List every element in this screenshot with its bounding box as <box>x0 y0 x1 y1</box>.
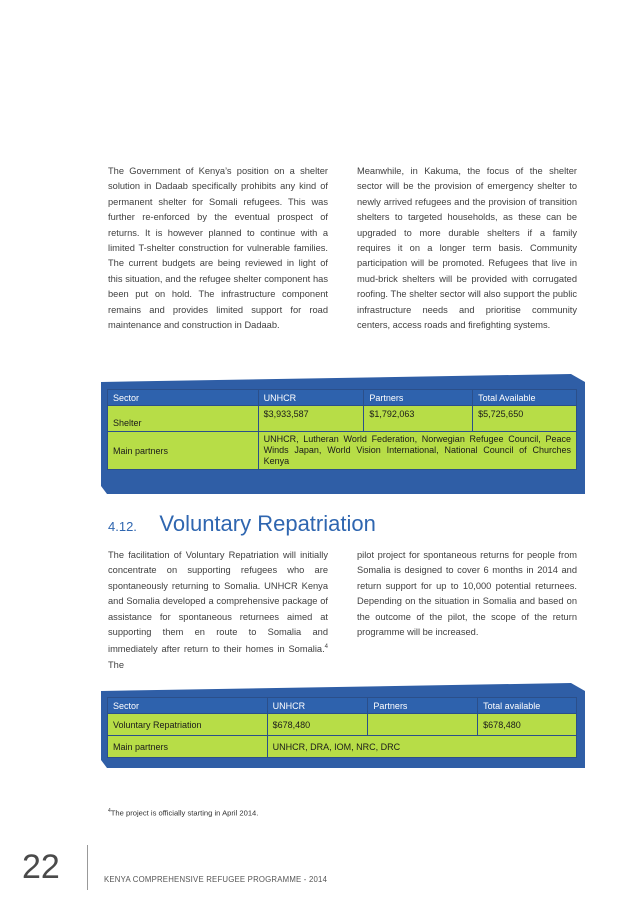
cell-partners <box>368 714 478 736</box>
cell-main-partners-value: UNHCR, Lutheran World Federation, Norwegian Refugee Council, Peace Winds Japan, World Vision International, National Council of Churches Kenya <box>258 432 576 470</box>
repatriation-text-left <box>108 548 328 673</box>
cell-main-partners-label: Main partners <box>108 432 259 470</box>
header-total: Total available <box>478 698 577 714</box>
section-number: 4.12. <box>108 519 137 534</box>
repatriation-text-left-body: The facilitation of Voluntary Repatriation will initially concentrate on supporting refugees who are spontaneously returning to Somalia. UNHCR Kenya and Somalia developed a comprehensive package of assistance for spontaneous returnees aimed at supporting them en route to Somalia and immediately after return to their homes in Somalia. <box>108 550 328 655</box>
header-unhcr: UNHCR <box>267 698 368 714</box>
header-sector: Sector <box>108 390 259 406</box>
section-heading <box>108 511 376 537</box>
repatriation-text-left-tail: The <box>108 659 125 670</box>
shelter-text-right: Meanwhile, in Kakuma, the focus of the shelter sector will be the provision of emergency shelter to newly arrived refugees and the provision of transition shelters to targeted households, as these can be upgraded to more durable shelters if a family requires it on a longer term basis. Community participation will be promoted. Refugees that live in mud-brick shelters will be provided with corrugated roofing. The shelter sector will also support the public infrastructure needs and prioritise community centers, access roads and firefighting systems. <box>357 166 577 331</box>
header-partners: Partners <box>368 698 478 714</box>
page-number: 22 <box>22 848 60 886</box>
footnote-mark: 4 <box>108 808 111 814</box>
cell-main-partners-value: UNHCR, DRA, IOM, NRC, DRC <box>267 736 576 758</box>
running-title: KENYA COMPREHENSIVE REFUGEE PROGRAMME - 2014 <box>104 875 328 884</box>
footnote-reference: 4 <box>324 644 328 651</box>
repatriation-text-right: pilot project for spontaneous returns for people from Somalia is designed to cover 6 months in 2014 and return support for up to 10,000 potential returnees. Depending on the situation in Somalia and based on the outcome of the pilot, the scope of the return programme will be increased. <box>357 550 577 638</box>
cell-sector: Shelter <box>108 406 259 432</box>
shelter-funding-table <box>107 389 577 470</box>
section-title: Voluntary Repatriation <box>159 511 376 536</box>
cell-unhcr: $678,480 <box>267 714 368 736</box>
cell-main-partners-label: Main partners <box>108 736 268 758</box>
repatriation-funding-table <box>107 697 577 758</box>
footer-divider <box>87 845 88 890</box>
footnote-text: The project is officially starting in April 2014. <box>110 808 259 818</box>
shelter-text-left: The Government of Kenya’s position on a shelter solution in Dadaab specifically prohibits any kind of permanent shelter for Somali refugees. This was further re-enforced by the eventual prospect of returns. It is however planned to continue with a limited T-shelter construction for vulnerable families. The current budgets are being reviewed in light of this situation, and the refugee shelter component has been put on hold. The infrastructure component remains and provides limited support for road maintenance and construction in Dadaab. <box>108 166 328 331</box>
header-total: Total Available <box>473 390 577 406</box>
footnote <box>108 808 258 818</box>
cell-partners: $1,792,063 <box>364 406 473 432</box>
cell-total: $678,480 <box>478 714 577 736</box>
cell-unhcr: $3,933,587 <box>258 406 364 432</box>
header-sector: Sector <box>108 698 268 714</box>
cell-total: $5,725,650 <box>473 406 577 432</box>
cell-sector: Voluntary Repatriation <box>108 714 268 736</box>
header-unhcr: UNHCR <box>258 390 364 406</box>
header-partners: Partners <box>364 390 473 406</box>
